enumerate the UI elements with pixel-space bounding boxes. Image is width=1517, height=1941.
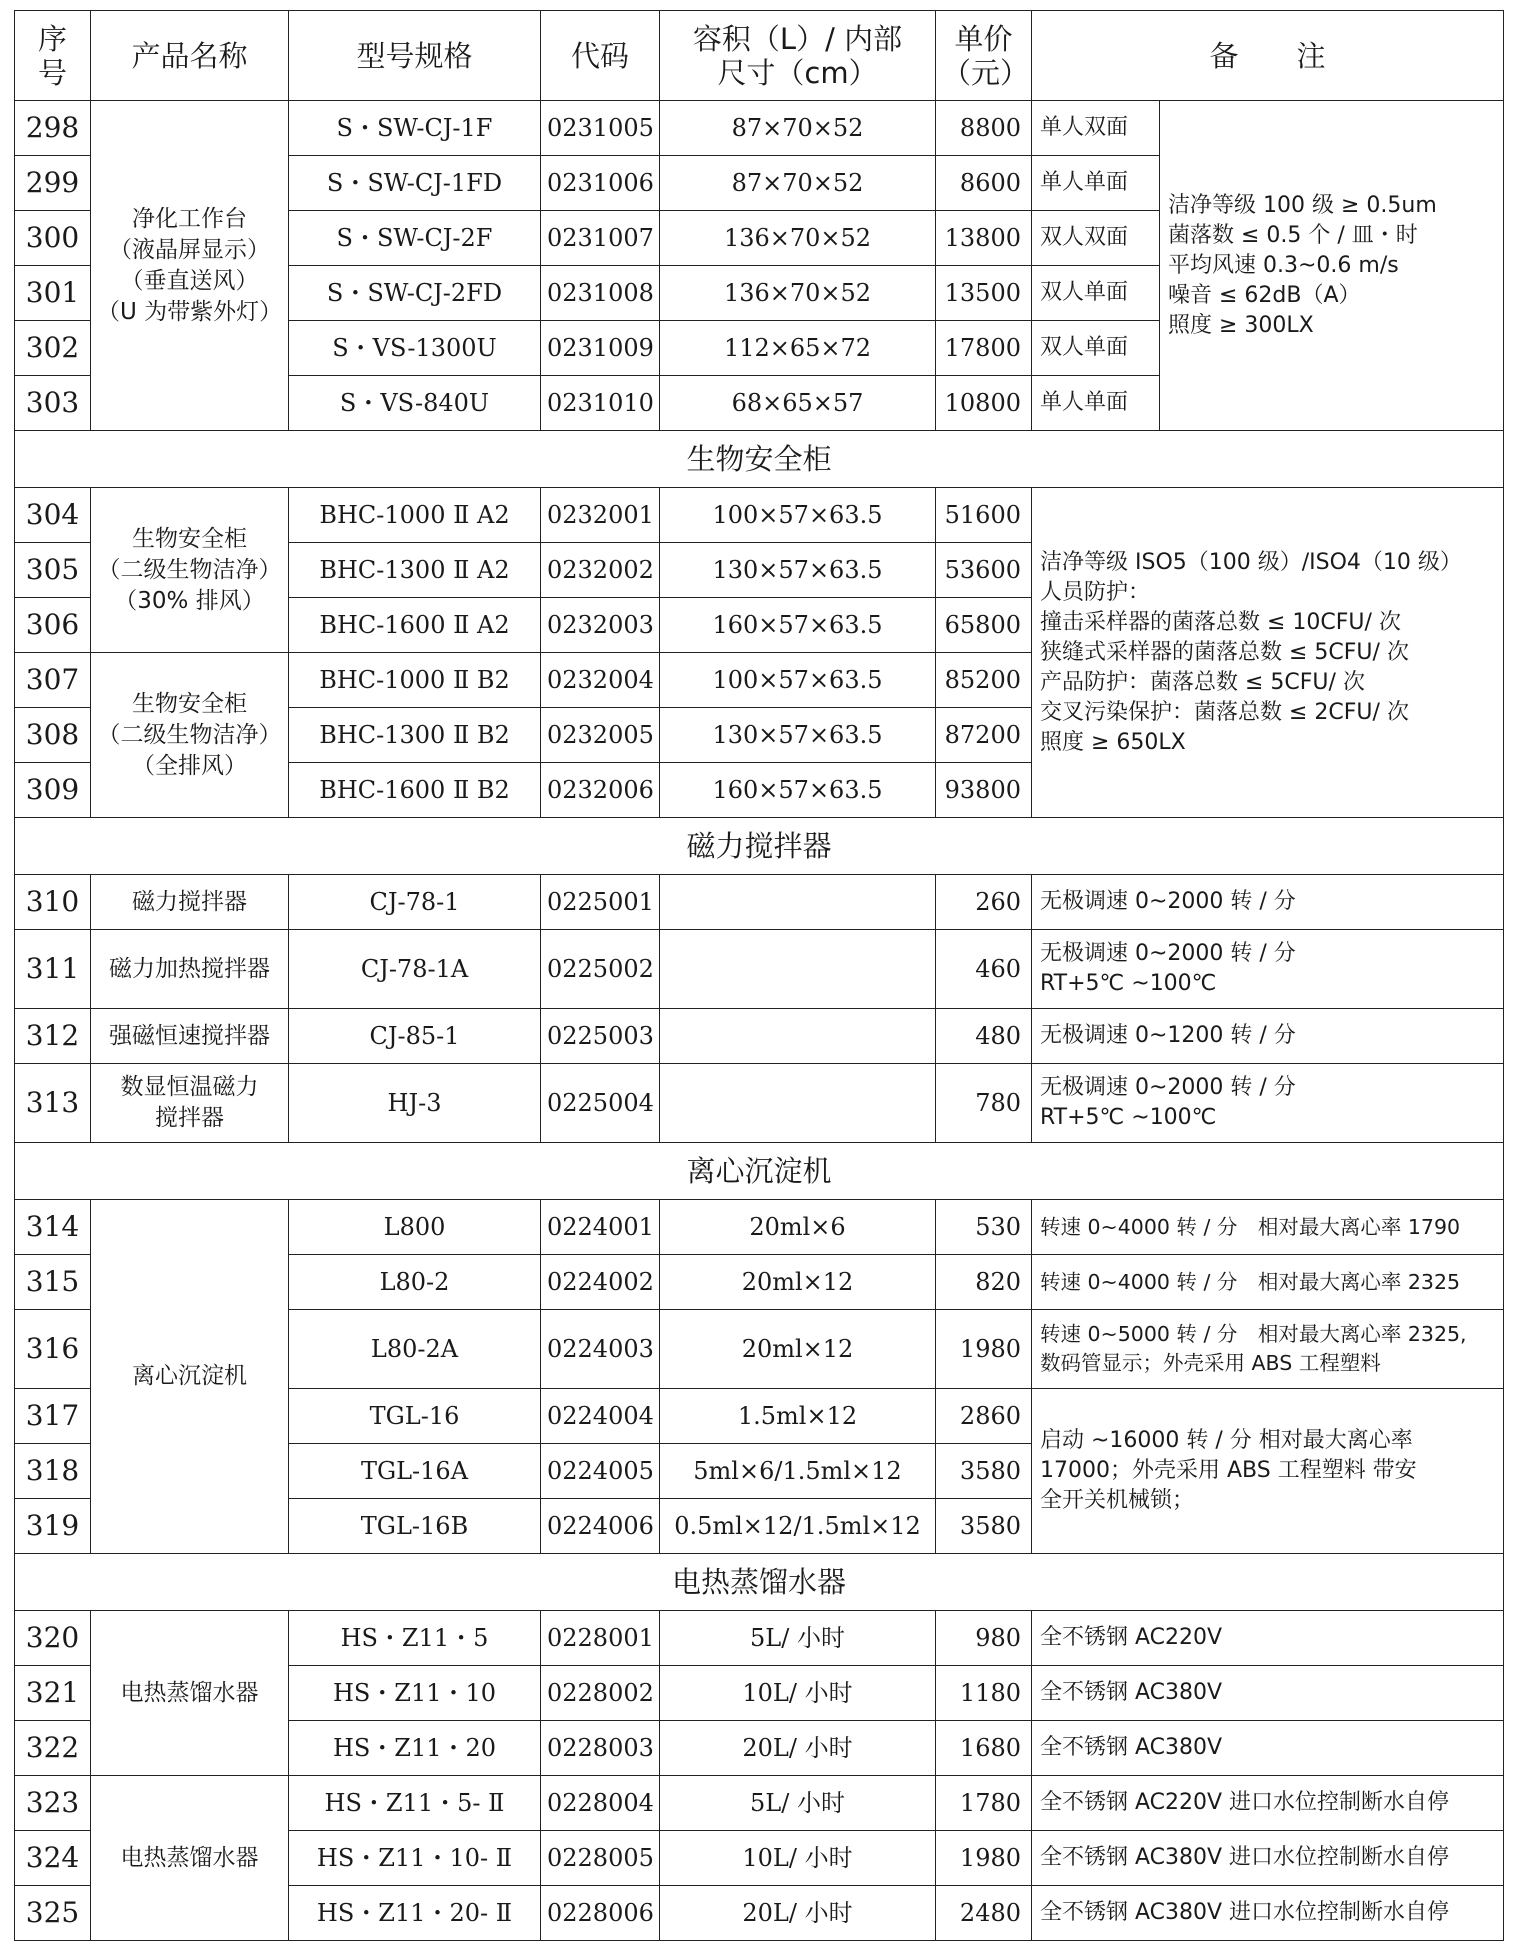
text-line: （二级生物洁净） bbox=[97, 721, 282, 748]
text-line: 洁净等级 ISO5（100 级）/ISO4（10 级） bbox=[1040, 549, 1462, 575]
remark-cell bbox=[1032, 1389, 1504, 1554]
text-line: 人员防护： bbox=[1040, 579, 1151, 605]
seq-cell: 302 bbox=[15, 321, 91, 376]
text-line: 强磁恒速搅拌器 bbox=[109, 1022, 270, 1049]
seq-cell: 309 bbox=[15, 763, 91, 818]
text-line: （垂直送风） bbox=[120, 267, 259, 294]
dimension-cell: 136×70×52 bbox=[660, 266, 936, 321]
table-row bbox=[15, 1776, 1504, 1831]
dimension-cell: 5L/ 小时 bbox=[660, 1776, 936, 1831]
remark-cell bbox=[1032, 488, 1504, 818]
code-cell: 0231005 bbox=[541, 101, 660, 156]
text-line: （全排风） bbox=[132, 752, 247, 779]
table-row bbox=[15, 1611, 1504, 1666]
text-line: 噪音 ≤ 62dB（A） bbox=[1168, 282, 1361, 308]
code-cell: 0224003 bbox=[541, 1310, 660, 1389]
code-cell: 0231008 bbox=[541, 266, 660, 321]
dimension-cell: 20L/ 小时 bbox=[660, 1721, 936, 1776]
remark-cell bbox=[1032, 1255, 1504, 1310]
model-cell: BHC-1600 Ⅱ A2 bbox=[289, 598, 541, 653]
text-line: 菌落数 ≤ 0.5 个 / 皿・时 bbox=[1168, 222, 1418, 248]
table-row bbox=[15, 1064, 1504, 1143]
price-cell: 17800 bbox=[936, 321, 1032, 376]
model-cell: BHC-1300 Ⅱ B2 bbox=[289, 708, 541, 763]
text-line: 搅拌器 bbox=[155, 1105, 224, 1131]
model-cell: L80-2 bbox=[289, 1255, 541, 1310]
seq-cell: 310 bbox=[15, 875, 91, 930]
price-cell: 1780 bbox=[936, 1776, 1032, 1831]
product-name-cell bbox=[91, 488, 289, 653]
text-line: 照度 ≥ 300LX bbox=[1168, 312, 1314, 338]
text-line: 产品防护：菌落总数 ≤ 5CFU/ 次 bbox=[1040, 669, 1365, 695]
model-cell: S・SW-CJ-1F bbox=[289, 101, 541, 156]
dimension-cell bbox=[660, 1009, 936, 1064]
section-title: 离心沉淀机 bbox=[15, 1143, 1504, 1200]
model-cell: BHC-1000 Ⅱ B2 bbox=[289, 653, 541, 708]
seq-cell: 301 bbox=[15, 266, 91, 321]
remark-cell bbox=[1032, 875, 1504, 930]
code-cell: 0225004 bbox=[541, 1064, 660, 1143]
text-line: 无极调速 0~2000 转 / 分 bbox=[1040, 1075, 1296, 1100]
text-line: 交叉污染保护：菌落总数 ≤ 2CFU/ 次 bbox=[1040, 699, 1409, 725]
seq-cell: 321 bbox=[15, 1666, 91, 1721]
text-line: 无极调速 0~1200 转 / 分 bbox=[1040, 1023, 1296, 1048]
header-remark: 备 注 bbox=[1032, 11, 1504, 101]
dimension-cell: 100×57×63.5 bbox=[660, 653, 936, 708]
product-name-cell bbox=[91, 875, 289, 930]
product-name-cell: 电热蒸馏水器 bbox=[91, 1611, 289, 1776]
dimension-cell: 68×65×57 bbox=[660, 376, 936, 431]
dimension-cell bbox=[660, 875, 936, 930]
model-cell: L800 bbox=[289, 1200, 541, 1255]
seq-cell: 308 bbox=[15, 708, 91, 763]
text-line: 无极调速 0~2000 转 / 分 bbox=[1040, 941, 1296, 966]
header-seq: 序 号 bbox=[15, 11, 91, 101]
price-cell: 530 bbox=[936, 1200, 1032, 1255]
code-cell: 0231006 bbox=[541, 156, 660, 211]
type-cell: 单人单面 bbox=[1032, 156, 1160, 211]
model-cell: TGL-16B bbox=[289, 1499, 541, 1554]
code-cell: 0225003 bbox=[541, 1009, 660, 1064]
price-cell: 87200 bbox=[936, 708, 1032, 763]
code-cell: 0224005 bbox=[541, 1444, 660, 1499]
header-row bbox=[15, 11, 1504, 101]
code-cell: 0225002 bbox=[541, 930, 660, 1009]
model-cell: BHC-1300 Ⅱ A2 bbox=[289, 543, 541, 598]
seq-cell: 312 bbox=[15, 1009, 91, 1064]
price-cell: 93800 bbox=[936, 763, 1032, 818]
seq-cell: 305 bbox=[15, 543, 91, 598]
code-cell: 0231009 bbox=[541, 321, 660, 376]
header-volume: 容积（L）/ 内部 尺寸（cm） bbox=[660, 11, 936, 101]
code-cell: 0232005 bbox=[541, 708, 660, 763]
header-code: 代码 bbox=[541, 11, 660, 101]
model-cell: S・SW-CJ-1FD bbox=[289, 156, 541, 211]
price-cell: 480 bbox=[936, 1009, 1032, 1064]
model-cell: S・SW-CJ-2FD bbox=[289, 266, 541, 321]
dimension-cell: 5L/ 小时 bbox=[660, 1611, 936, 1666]
text-line: 照度 ≥ 650LX bbox=[1040, 729, 1186, 755]
text-line: 狭缝式采样器的菌落总数 ≤ 5CFU/ 次 bbox=[1040, 639, 1409, 665]
text-line: 洁净等级 100 级 ≥ 0.5um bbox=[1168, 192, 1437, 218]
remark-cell: 全不锈钢 AC220V 进口水位控制断水自停 bbox=[1032, 1776, 1504, 1831]
dimension-cell: 87×70×52 bbox=[660, 101, 936, 156]
text-line: 数显恒温磁力 bbox=[120, 1074, 259, 1100]
code-cell: 0228006 bbox=[541, 1886, 660, 1941]
seq-cell: 325 bbox=[15, 1886, 91, 1941]
text-line: 转速 0~4000 转 / 分 相对最大离心率 2325 bbox=[1040, 1269, 1461, 1294]
price-cell: 980 bbox=[936, 1611, 1032, 1666]
text-line: RT+5℃ ~100℃ bbox=[1040, 971, 1217, 996]
seq-cell: 300 bbox=[15, 211, 91, 266]
seq-cell: 323 bbox=[15, 1776, 91, 1831]
model-cell: CJ-78-1A bbox=[289, 930, 541, 1009]
text-line: 撞击采样器的菌落总数 ≤ 10CFU/ 次 bbox=[1040, 609, 1401, 635]
model-cell: TGL-16 bbox=[289, 1389, 541, 1444]
text-line: （U 为带紫外灯） bbox=[97, 298, 283, 325]
price-cell: 8600 bbox=[936, 156, 1032, 211]
code-cell: 0232001 bbox=[541, 488, 660, 543]
text-line: RT+5℃ ~100℃ bbox=[1040, 1105, 1217, 1130]
remark-cell bbox=[1032, 1064, 1504, 1143]
seq-cell: 320 bbox=[15, 1611, 91, 1666]
text-line: 生物安全柜 bbox=[132, 525, 247, 552]
price-cell: 460 bbox=[936, 930, 1032, 1009]
remark-cell bbox=[1032, 930, 1504, 1009]
seq-cell: 319 bbox=[15, 1499, 91, 1554]
model-cell: CJ-78-1 bbox=[289, 875, 541, 930]
remark-cell bbox=[1032, 1009, 1504, 1064]
price-cell: 820 bbox=[936, 1255, 1032, 1310]
text-line: 平均风速 0.3~0.6 m/s bbox=[1168, 252, 1399, 278]
type-cell: 双人单面 bbox=[1032, 266, 1160, 321]
price-cell: 3580 bbox=[936, 1444, 1032, 1499]
code-cell: 0225001 bbox=[541, 875, 660, 930]
text-line: 净化工作台 bbox=[132, 205, 247, 232]
seq-cell: 314 bbox=[15, 1200, 91, 1255]
type-cell: 双人单面 bbox=[1032, 321, 1160, 376]
remark-cell: 全不锈钢 AC380V 进口水位控制断水自停 bbox=[1032, 1886, 1504, 1941]
price-list-sheet bbox=[14, 10, 1504, 1941]
product-name-cell bbox=[91, 930, 289, 1009]
code-cell: 0231007 bbox=[541, 211, 660, 266]
text-line: 数码管显示；外壳采用 ABS 工程塑料 bbox=[1040, 1351, 1381, 1375]
model-cell: BHC-1600 Ⅱ B2 bbox=[289, 763, 541, 818]
code-cell: 0228001 bbox=[541, 1611, 660, 1666]
remark-cell: 全不锈钢 AC380V bbox=[1032, 1666, 1504, 1721]
text-line: （30% 排风） bbox=[114, 587, 265, 614]
dimension-cell: 0.5ml×12/1.5ml×12 bbox=[660, 1499, 936, 1554]
model-cell: TGL-16A bbox=[289, 1444, 541, 1499]
code-cell: 0224004 bbox=[541, 1389, 660, 1444]
price-cell: 51600 bbox=[936, 488, 1032, 543]
table-row bbox=[15, 1200, 1504, 1255]
text-line: 全开关机械锁； bbox=[1040, 1488, 1195, 1513]
code-cell: 0224001 bbox=[541, 1200, 660, 1255]
price-cell: 2860 bbox=[936, 1389, 1032, 1444]
header-name: 产品名称 bbox=[91, 11, 289, 101]
seq-cell: 317 bbox=[15, 1389, 91, 1444]
seq-cell: 298 bbox=[15, 101, 91, 156]
model-cell: HS・Z11・20- Ⅱ bbox=[289, 1886, 541, 1941]
dimension-cell: 5ml×6/1.5ml×12 bbox=[660, 1444, 936, 1499]
price-cell: 85200 bbox=[936, 653, 1032, 708]
dimension-cell: 160×57×63.5 bbox=[660, 598, 936, 653]
remark-cell: 全不锈钢 AC380V 进口水位控制断水自停 bbox=[1032, 1831, 1504, 1886]
price-cell: 8800 bbox=[936, 101, 1032, 156]
dimension-cell: 112×65×72 bbox=[660, 321, 936, 376]
code-cell: 0228002 bbox=[541, 1666, 660, 1721]
section-title: 磁力搅拌器 bbox=[15, 818, 1504, 875]
price-cell: 3580 bbox=[936, 1499, 1032, 1554]
text-line: 17000；外壳采用 ABS 工程塑料 带安 bbox=[1040, 1458, 1417, 1483]
dimension-cell: 160×57×63.5 bbox=[660, 763, 936, 818]
product-name-cell bbox=[91, 1009, 289, 1064]
dimension-cell bbox=[660, 930, 936, 1009]
text-line: 磁力搅拌器 bbox=[132, 888, 247, 915]
text-line: 转速 0~4000 转 / 分 相对最大离心率 1790 bbox=[1040, 1214, 1461, 1239]
remark-cell: 全不锈钢 AC380V bbox=[1032, 1721, 1504, 1776]
price-cell: 1180 bbox=[936, 1666, 1032, 1721]
table-row bbox=[15, 101, 1504, 156]
type-cell: 单人双面 bbox=[1032, 101, 1160, 156]
seq-cell: 322 bbox=[15, 1721, 91, 1776]
model-cell: HS・Z11・5- Ⅱ bbox=[289, 1776, 541, 1831]
price-cell: 13500 bbox=[936, 266, 1032, 321]
model-cell: S・VS-840U bbox=[289, 376, 541, 431]
code-cell: 0228004 bbox=[541, 1776, 660, 1831]
price-table bbox=[14, 10, 1504, 1941]
section-row bbox=[15, 818, 1504, 875]
dimension-cell: 20ml×12 bbox=[660, 1310, 936, 1389]
section-row bbox=[15, 1143, 1504, 1200]
price-cell: 53600 bbox=[936, 543, 1032, 598]
header-price: 单价 （元） bbox=[936, 11, 1032, 101]
seq-cell: 299 bbox=[15, 156, 91, 211]
text-line: 启动 ~16000 转 / 分 相对最大离心率 bbox=[1040, 1428, 1413, 1453]
seq-cell: 313 bbox=[15, 1064, 91, 1143]
code-cell: 0231010 bbox=[541, 376, 660, 431]
product-name-cell bbox=[91, 101, 289, 431]
product-name-cell bbox=[91, 1064, 289, 1143]
dimension-cell: 20ml×6 bbox=[660, 1200, 936, 1255]
seq-cell: 306 bbox=[15, 598, 91, 653]
type-cell: 双人双面 bbox=[1032, 211, 1160, 266]
seq-cell: 324 bbox=[15, 1831, 91, 1886]
dimension-cell: 87×70×52 bbox=[660, 156, 936, 211]
price-cell: 65800 bbox=[936, 598, 1032, 653]
product-name-cell: 离心沉淀机 bbox=[91, 1200, 289, 1554]
dimension-cell: 10L/ 小时 bbox=[660, 1831, 936, 1886]
text-line: 无极调速 0~2000 转 / 分 bbox=[1040, 889, 1296, 914]
price-cell: 1980 bbox=[936, 1310, 1032, 1389]
seq-cell: 311 bbox=[15, 930, 91, 1009]
text-line: （二级生物洁净） bbox=[97, 556, 282, 583]
header-model: 型号规格 bbox=[289, 11, 541, 101]
text-line: 生物安全柜 bbox=[132, 690, 247, 717]
model-cell: HS・Z11・10 bbox=[289, 1666, 541, 1721]
code-cell: 0232003 bbox=[541, 598, 660, 653]
product-name-cell: 电热蒸馏水器 bbox=[91, 1776, 289, 1941]
table-row bbox=[15, 488, 1504, 543]
type-cell: 单人单面 bbox=[1032, 376, 1160, 431]
dimension-cell: 130×57×63.5 bbox=[660, 708, 936, 763]
product-name-cell bbox=[91, 653, 289, 818]
model-cell: BHC-1000 Ⅱ A2 bbox=[289, 488, 541, 543]
model-cell: S・VS-1300U bbox=[289, 321, 541, 376]
seq-cell: 304 bbox=[15, 488, 91, 543]
model-cell: S・SW-CJ-2F bbox=[289, 211, 541, 266]
dimension-cell: 10L/ 小时 bbox=[660, 1666, 936, 1721]
remark-cell bbox=[1032, 1310, 1504, 1389]
table-row bbox=[15, 930, 1504, 1009]
price-cell: 780 bbox=[936, 1064, 1032, 1143]
text-line: 磁力加热搅拌器 bbox=[109, 955, 270, 982]
code-cell: 0224002 bbox=[541, 1255, 660, 1310]
dimension-cell: 130×57×63.5 bbox=[660, 543, 936, 598]
price-cell: 260 bbox=[936, 875, 1032, 930]
code-cell: 0232002 bbox=[541, 543, 660, 598]
table-row bbox=[15, 875, 1504, 930]
seq-cell: 307 bbox=[15, 653, 91, 708]
dimension-cell: 20L/ 小时 bbox=[660, 1886, 936, 1941]
model-cell: HJ-3 bbox=[289, 1064, 541, 1143]
section-title: 生物安全柜 bbox=[15, 431, 1504, 488]
text-line: （液晶屏显示） bbox=[109, 236, 270, 263]
model-cell: HS・Z11・5 bbox=[289, 1611, 541, 1666]
code-cell: 0228005 bbox=[541, 1831, 660, 1886]
dimension-cell bbox=[660, 1064, 936, 1143]
price-cell: 1680 bbox=[936, 1721, 1032, 1776]
dimension-cell: 1.5ml×12 bbox=[660, 1389, 936, 1444]
table-row bbox=[15, 1009, 1504, 1064]
dimension-cell: 136×70×52 bbox=[660, 211, 936, 266]
seq-cell: 316 bbox=[15, 1310, 91, 1389]
seq-cell: 303 bbox=[15, 376, 91, 431]
remark-cell bbox=[1160, 101, 1504, 431]
model-cell: HS・Z11・20 bbox=[289, 1721, 541, 1776]
model-cell: L80-2A bbox=[289, 1310, 541, 1389]
model-cell: CJ-85-1 bbox=[289, 1009, 541, 1064]
code-cell: 0224006 bbox=[541, 1499, 660, 1554]
text-line: 转速 0~5000 转 / 分 相对最大离心率 2325, bbox=[1040, 1322, 1467, 1346]
remark-cell bbox=[1032, 1200, 1504, 1255]
remark-cell: 全不锈钢 AC220V bbox=[1032, 1611, 1504, 1666]
model-cell: HS・Z11・10- Ⅱ bbox=[289, 1831, 541, 1886]
code-cell: 0228003 bbox=[541, 1721, 660, 1776]
seq-cell: 315 bbox=[15, 1255, 91, 1310]
section-row bbox=[15, 1554, 1504, 1611]
price-cell: 13800 bbox=[936, 211, 1032, 266]
price-cell: 1980 bbox=[936, 1831, 1032, 1886]
code-cell: 0232004 bbox=[541, 653, 660, 708]
dimension-cell: 20ml×12 bbox=[660, 1255, 936, 1310]
section-row bbox=[15, 431, 1504, 488]
code-cell: 0232006 bbox=[541, 763, 660, 818]
price-cell: 10800 bbox=[936, 376, 1032, 431]
seq-cell: 318 bbox=[15, 1444, 91, 1499]
dimension-cell: 100×57×63.5 bbox=[660, 488, 936, 543]
price-cell: 2480 bbox=[936, 1886, 1032, 1941]
section-title: 电热蒸馏水器 bbox=[15, 1554, 1504, 1611]
